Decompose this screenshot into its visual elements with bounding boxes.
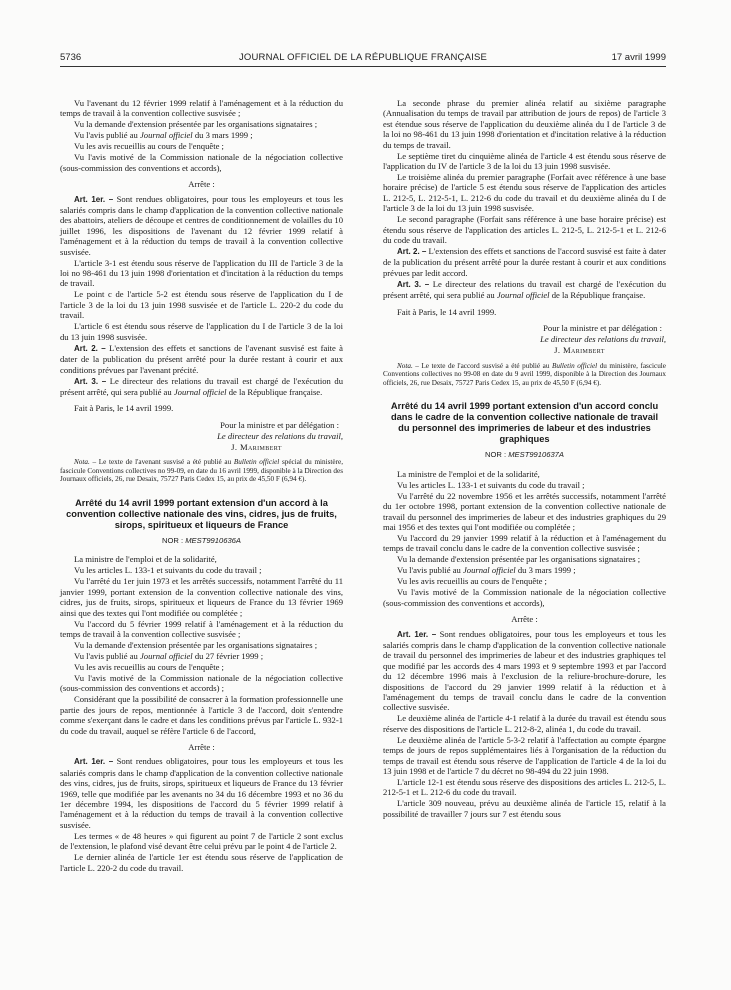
text: du 3 mars 1999 ; <box>515 565 576 576</box>
text: Vu l'avis publié au <box>397 565 463 576</box>
paragraph: Vu l'arrêté du 22 novembre 1956 et les arrêtés successifs, notamment l'arrêté du 1er octobre 1998, portant extension de la convention collective nationale de travail du personnel des imprimeries de labeur et des industries graphiques du 29 mai 1956 et des textes qui l'ont modifiée ou complétée ; <box>383 490 666 532</box>
paragraph: L'article 3-1 est étendu sous réserve de l'application du III de l'article 3 de la loi no 98-461 du 13 juin 1998 d'orientation et d'incitation à la réduction du temps de travail. <box>60 257 343 289</box>
nota-label: Nota. – <box>397 361 419 370</box>
paragraph <box>60 651 343 661</box>
paragraph: Vu la demande d'extension présentée par les organisations signataires ; <box>74 639 318 650</box>
paragraph: Vu la demande d'extension présentée par les organisations signataires ; <box>74 119 318 130</box>
nor-reference <box>383 450 666 460</box>
paragraph: Le second paragraphe (Forfait sans référence à une base horaire précise) est étendu sous réserve de l'application des articles L. 212-5, L. 212-5-1 et L. 212-6 du code du travail. <box>383 214 666 246</box>
paragraph: Vu l'avis motivé de la Commission nationale de la négociation collective (sous-commission des conventions et accords), <box>383 587 666 608</box>
paragraph: La seconde phrase du premier alinéa relatif au sixième paragraphe (Annualisation du temps de travail par attribution de jours de repos) de l'article 3 est étendue sous réserve de l'application du deuxième alinéa du I de l'article 3 de la loi no 98-461 du 13 juin 1998 d'orientation et d'incitation relative à la réduction du temps de travail. <box>383 98 666 150</box>
paragraph <box>383 565 666 575</box>
article-text: de la République française. <box>226 386 323 397</box>
paragraph: L'article 12-1 est étendu sous réserve des dispositions des articles L. 212-5, L. 212-5-1 et L. 212-6 du code du travail. <box>383 777 666 798</box>
article-3 <box>60 376 343 398</box>
paragraph: Vu l'arrêté du 1er juin 1973 et les arrêtés successifs, notamment l'arrêté du 11 janvier 1999, portant extension de la convention collective nationale des vins, cidres, jus de fruits, sirops, spiritueux et liqueurs de France du 13 février 1969 ainsi que des textes qui l'ont modifiée ou complétée ; <box>60 576 343 618</box>
header-rule <box>60 66 666 67</box>
article-2 <box>60 343 343 375</box>
paragraph: Considérant que la possibilité de consacrer à la formation professionnelle une partie des jours de repos, mentionnée à l'article 3 de l'accord, doit s'entendre comme s'exerçant dans le cadre et dans les conditions prévus par l'article L. 932-1 du code du travail, auquel se réfère l'article 6 de l'accord, <box>60 694 343 736</box>
decree-title: Arrêté du 14 avril 1999 portant extension d'un accord conclu dans le cadre de la convention collective nationale de travail du personnel des imprimeries de labeur et des industries graphiques <box>390 401 659 445</box>
arrete-heading: Arrête : <box>188 179 215 190</box>
arrete-heading: Arrête : <box>511 614 538 625</box>
article-1 <box>60 756 343 830</box>
nor-reference <box>60 536 343 546</box>
article-text: L'extension des effets et sanctions de l'accord susvisé est faite à dater de la publication du présent arrêté pour la durée restant à courir et aux conditions prévues par ledit accord. <box>383 246 667 278</box>
article-label: Art. 2. – <box>397 247 427 257</box>
arrete-heading: Arrête : <box>188 741 215 752</box>
journal-title: JOURNAL OFFICIEL DE LA RÉPUBLIQUE FRANÇAISE <box>238 52 488 63</box>
article-label: Art. 1er. – <box>74 757 114 767</box>
page-number: 5736 <box>60 52 82 63</box>
signature-title: Le directeur des relations du travail, <box>540 334 666 345</box>
paragraph: L'article 6 est étendu sous réserve de l'application du I de l'article 3 de la loi du 13 juin 1998 susvisée. <box>60 321 343 342</box>
paragraph: Le point c de l'article 5-2 est étendu sous réserve de l'application du I de l'article 3 de la loi du 13 juin 1998 susvisée et de l'article L. 220-2 du code du travail. <box>60 289 343 321</box>
article-text: Sont rendues obligatoires, pour tous les employeurs et tous les salariés compris dans le champ d'application de la convention collective nationale des abattoirs, ateliers de découpe et centres de conditionnement de volailles du 10 juillet 1996, les dispositions de l'avenant du 12 février 1999 relatif à l'aménagement et à la réduction du temps de travail à la convention collective susvisée. <box>60 193 343 257</box>
article-text: Sont rendues obligatoires, pour tous les employeurs et tous les salariés compris dans le champ d'application de la convention collective nationale des vins, cidres, jus de fruits, sirops, spiritueux et liqueurs de France du 13 février 1969, telle que modifiée par les avenants no 34 du 16 décembre 1993 et no 36 du 1er décembre 1994, les dispositions de l'accord du 5 février 1999 relatif à l'aménagement et à la réduction du temps de travail à la convention collective susvisée. <box>60 756 343 830</box>
nota-note <box>383 362 666 388</box>
issue-date: 17 avril 1999 <box>611 52 666 63</box>
signature-delegation: Pour la ministre et par délégation : <box>543 323 662 334</box>
nota-text: Le texte de l'accord susvisé a été publié au <box>418 361 552 370</box>
decree-title: Arrêté du 14 avril 1999 portant extension d'un accord à la convention collective nationale des vins, cidres, jus de fruits, sirops, spiritueux et liqueurs de France <box>66 497 337 530</box>
signing-place-date: Fait à Paris, le 14 avril 1999. <box>397 306 497 317</box>
paragraph: Vu les avis recueillis au cours de l'enquête ; <box>74 141 224 152</box>
paragraph: Vu les avis recueillis au cours de l'enquête ; <box>74 661 224 672</box>
paragraph: La ministre de l'emploi et de la solidarité, <box>397 468 540 479</box>
article-label: Art. 3. – <box>74 376 107 386</box>
article-1 <box>383 629 666 713</box>
paragraph: Vu l'avis motivé de la Commission nationale de la négociation collective (sous-commission des conventions et accords) ; <box>60 672 343 694</box>
paragraph: Le deuxième alinéa de l'article 4-1 relatif à la durée du travail est étendu sous réserve des dispositions de l'article L. 212-8-2, alinéa 1, du code du travail. <box>383 713 666 734</box>
bulletin-name: Bulletin officiel <box>551 361 598 370</box>
signing-place-date: Fait à Paris, le 14 avril 1999. <box>74 403 174 414</box>
article-text: de la République française. <box>549 290 646 301</box>
signature-delegation: Pour la ministre et par délégation : <box>220 419 339 430</box>
nor-id: MEST9910636A <box>185 535 241 545</box>
nota-text: Le texte de l'avenant susvisé a été publié au <box>96 458 234 467</box>
paragraph: Vu l'accord du 29 janvier 1999 relatif à la réduction et à l'aménagement du temps de travail conclu dans le cadre de la convention collective susvisée ; <box>383 532 666 554</box>
nota-note <box>60 458 343 484</box>
nota-text: spécial du ministère, fascicule Conventions collectives no 99-09, en date du 16 avril 1999, disponible à la Direction des Journaux officiels, 26, rue Desaix, 75727 Paris Cedex 15, au prix de 45,50 F (6,94 €). <box>60 458 343 484</box>
text: Vu l'avis publié au <box>74 130 140 141</box>
paragraph: Les termes « de 48 heures » qui figurent au point 7 de l'article 2 sont exclus de l'extension, le plafond visé devant être celui prévu par le point 4 de l'article 2. <box>60 830 343 852</box>
article-label: Art. 1er. – <box>74 194 114 204</box>
paragraph: L'article 309 nouveau, prévu au deuxième alinéa de l'article 15, relatif à la possibilité de travailler 7 jours sur 7 est étendu sous <box>383 798 666 819</box>
paragraph: Le septième tiret du cinquième alinéa de l'article 4 est étendu sous réserve de l'application du IV de l'article 3 de la loi du 13 juin 1998 susvisée. <box>383 150 666 172</box>
nor-label: NOR : <box>162 535 186 545</box>
article-label: Art. 3. – <box>397 279 430 289</box>
article-text: L'extension des effets et sanctions de l'avenant susvisé est faite à dater de la publication du présent arrêté pour la durée restant à courir et aux conditions prévues par l'avenant précité. <box>60 342 343 375</box>
journal-name: Journal officiel <box>496 290 550 301</box>
article-text: Le directeur des relations du travail est chargé de l'exécution du présent arrêté, qui sera publié au <box>60 375 343 397</box>
text: du 3 mars 1999 ; <box>192 130 253 141</box>
bulletin-name: Bulletin officiel <box>233 458 280 467</box>
text: Vu l'avis publié au <box>74 650 140 661</box>
article-text: Sont rendues obligatoires, pour tous les employeurs et tous les salariés compris dans le champ d'application de la convention collective nationale de travail du personnel des imprimeries de labeur et des industries graphiques tel que modifié par les accords des 4 mars 1993 et 9 septembre 1993 et par l'accord du 12 décembre 1996 mais à l'exclusion de la reliure-brochure-dorure, les dispositions de l'accord du 29 janvier 1999 relatif à la réduction et à l'aménagement du temps de travail conclu dans le cadre de la convention collective susvisée. <box>383 628 666 713</box>
article-label: Art. 1er. – <box>397 629 437 639</box>
signature-title: Le directeur des relations du travail, <box>217 430 343 441</box>
paragraph: Vu les articles L. 133-1 et suivants du code du travail ; <box>397 479 585 490</box>
signatory-name: J. Marimbert <box>231 441 282 452</box>
article-text: Le directeur des relations du travail est chargé de l'exécution du présent arrêté, qui sera publié au <box>383 278 666 301</box>
paragraph: Vu la demande d'extension présentée par les organisations signataires ; <box>397 554 641 565</box>
nota-text: du ministère, fascicule Conventions collectives no 99-08 en date du 9 avril 1999, disponible à la Direction des Journaux officiels, 26, rue Desaix, 75727 Paris Cedex 15, au prix de 45,50 F (6,94 €). <box>383 361 666 387</box>
text: du 27 février 1999 ; <box>192 650 264 661</box>
paragraph: Vu l'avis motivé de la Commission nationale de la négociation collective (sous-commission des conventions et accords), <box>60 152 343 173</box>
paragraph: Vu les articles L. 133-1 et suivants du code du travail ; <box>74 565 262 576</box>
paragraph <box>60 130 343 140</box>
paragraph: Vu les avis recueillis au cours de l'enquête ; <box>397 576 547 587</box>
article-label: Art. 2. – <box>74 343 106 353</box>
article-1 <box>60 194 343 257</box>
paragraph: Le deuxième alinéa de l'article 5-3-2 relatif à l'affectation au compte épargne temps de jours de repos supplémentaires liés à l'organisation de la réduction du temps de travail est étendu sous réserve de l'application de l'article 4 de la loi du 13 juin 1998 et de l'article 7 du décret no 98-494 du 22 juin 1998. <box>383 734 666 776</box>
article-2 <box>383 246 666 278</box>
left-column <box>60 98 343 874</box>
article-3 <box>383 279 666 301</box>
paragraph: Le dernier alinéa de l'article 1er est étendu sous réserve de l'application de l'article L. 220-2 du code du travail. <box>60 852 343 873</box>
signatory-name: J. Marimbert <box>554 345 605 356</box>
nor-label: NOR : <box>485 450 509 460</box>
nota-label: Nota. – <box>74 458 97 467</box>
paragraph: La ministre de l'emploi et de la solidarité, <box>74 554 217 565</box>
nor-id: MEST9910637A <box>508 450 564 460</box>
paragraph: Vu l'accord du 5 février 1999 relatif à l'aménagement et à la réduction du temps de travail à la convention collective susvisée ; <box>60 618 343 639</box>
journal-name: Journal officiel <box>173 386 227 397</box>
journal-name: Journal officiel <box>139 130 193 141</box>
paragraph: Le troisième alinéa du premier paragraphe (Forfait avec référence à une base horaire précise) de l'article 5 est étendu sous réserve de l'application des articles L. 212-5, L. 212-5-1, L. 212-6 du code du travail et du deuxième alinéa du I de l'article 3 de la loi du 13 juin 1998 susvisée. <box>383 172 666 214</box>
running-head <box>60 52 666 66</box>
journal-name: Journal officiel <box>462 565 516 576</box>
paragraph: Vu l'avenant du 12 février 1999 relatif à l'aménagement et à la réduction du temps de travail à la convention collective susvisée ; <box>60 98 343 119</box>
journal-name: Journal officiel <box>139 650 193 661</box>
right-column <box>383 98 666 820</box>
